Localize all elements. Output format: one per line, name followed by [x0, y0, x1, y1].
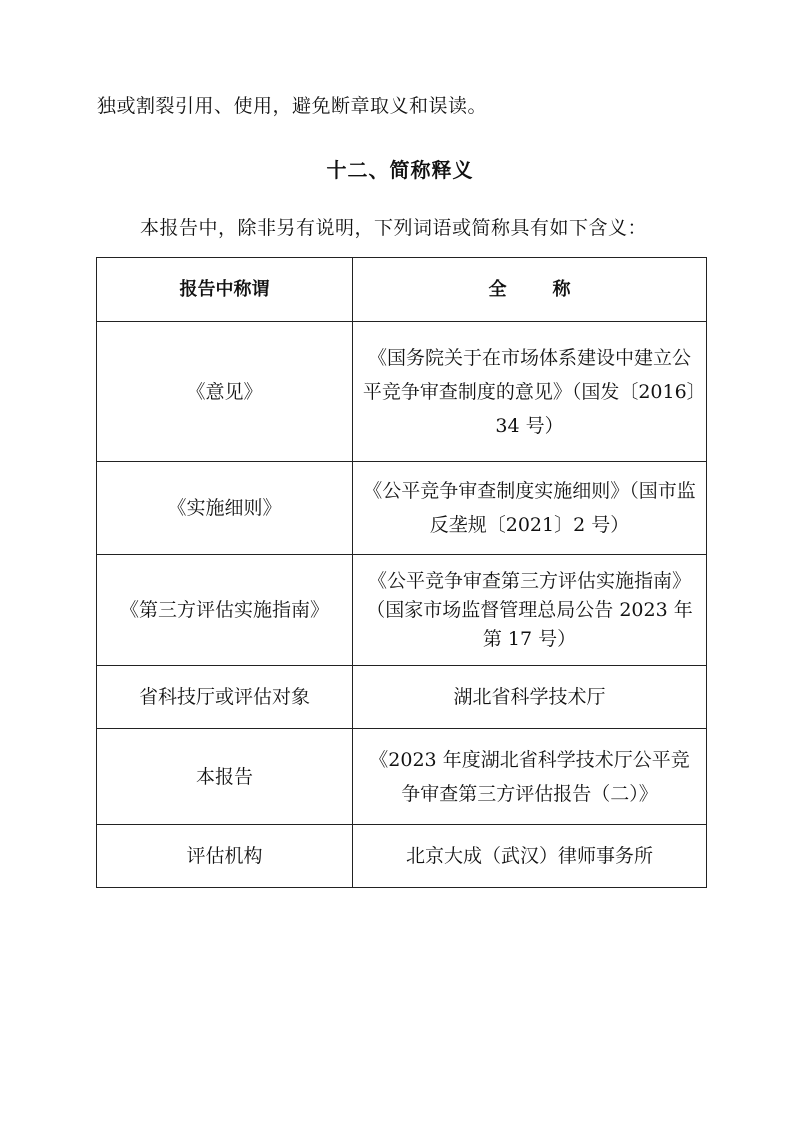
row-full-name: 北京大成（武汉）律师事务所: [353, 825, 707, 888]
abbreviation-table: [96, 257, 707, 888]
table-row: [97, 322, 707, 462]
header-full-name: [353, 258, 707, 322]
row-full-name: 《公平竞争审查制度实施细则》（国市监反垄规〔2021〕2 号）: [353, 462, 707, 555]
header-full-left: 全: [488, 278, 507, 300]
row-short-name: 省科技厅或评估对象: [97, 666, 353, 729]
row-short-name: 《第三方评估实施指南》: [97, 555, 353, 666]
section-heading: 十二、简称释义: [326, 158, 474, 182]
table-row: [97, 666, 707, 729]
table-row: [97, 825, 707, 888]
table-header-row: [97, 258, 707, 322]
table-row: [97, 729, 707, 825]
header-full-right: 称: [552, 278, 571, 300]
table-row: [97, 555, 707, 666]
row-full-name: 《公平竞争审查第三方评估实施指南》（国家市场监督管理总局公告 2023 年第 17 号）: [353, 555, 707, 666]
table-row: [97, 462, 707, 555]
row-full-name: 《国务院关于在市场体系建设中建立公平竞争审查制度的意见》（国发〔2016〕34 号）: [353, 322, 707, 462]
row-full-name: 《2023 年度湖北省科学技术厅公平竞争审查第三方评估报告（二）》: [353, 729, 707, 825]
header-short-name: 报告中称谓: [97, 258, 353, 322]
row-short-name: 《意见》: [97, 322, 353, 462]
paragraph-continuation: 独或割裂引用、使用，避免断章取义和误读。: [97, 95, 488, 117]
row-full-name: 湖北省科学技术厅: [353, 666, 707, 729]
row-short-name: 《实施细则》: [97, 462, 353, 555]
intro-paragraph: 本报告中，除非另有说明，下列词语或简称具有如下含义：: [140, 217, 648, 239]
row-short-name: 评估机构: [97, 825, 353, 888]
row-short-name: 本报告: [97, 729, 353, 825]
